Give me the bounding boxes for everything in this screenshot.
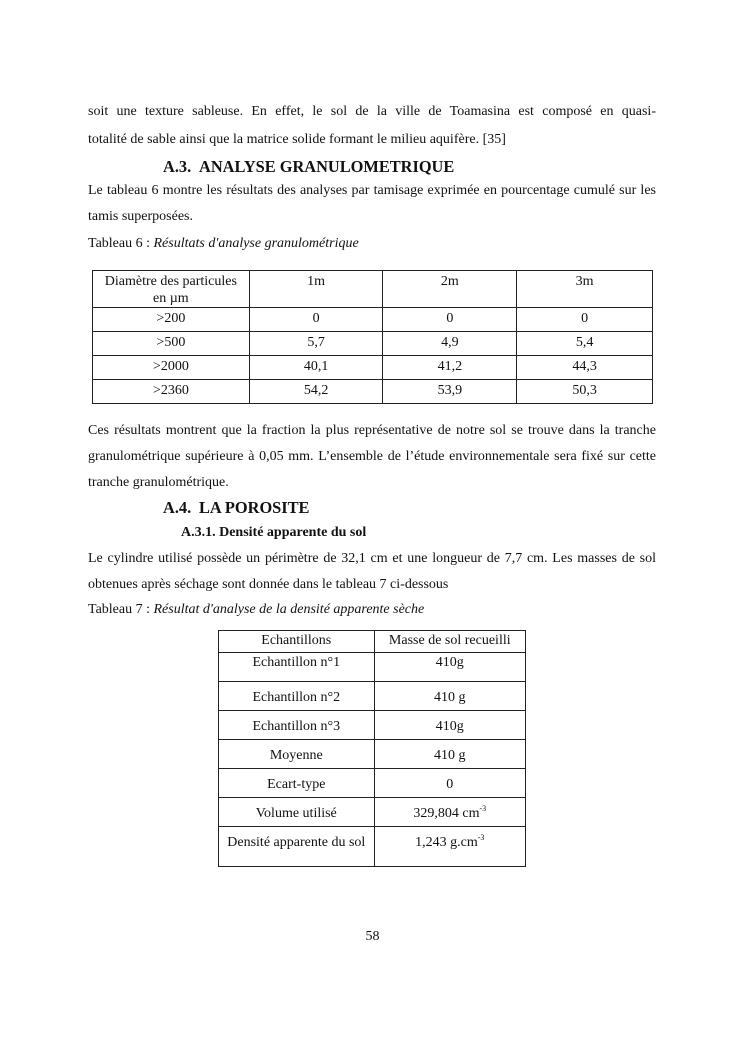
caption-title: Résultats d'analyse granulométrique [153, 236, 359, 251]
table-cell: 4,9 [383, 332, 517, 356]
table-cell: 410 g [374, 740, 525, 769]
table-cell: Densité apparente du sol [219, 827, 375, 867]
table-cell: >500 [93, 332, 250, 356]
caption-title: Résultat d'analyse de la densité apparente sèche [153, 602, 425, 617]
table-cell: Echantillon n°2 [219, 682, 375, 711]
table-row [219, 798, 526, 827]
table7-caption [88, 600, 424, 620]
table-granulometrie [92, 270, 653, 404]
table-header-row [219, 631, 526, 653]
table-cell: 54,2 [249, 380, 383, 404]
table-row [93, 380, 653, 404]
heading-title: ANALYSE GRANULOMETRIQUE [199, 157, 455, 176]
table-header-cell: Echantillons [219, 631, 375, 653]
volume-exponent: -3 [479, 804, 487, 813]
table6-caption [88, 234, 359, 254]
table-row [93, 356, 653, 380]
table-cell: 0 [249, 308, 383, 332]
table-cell: 50,3 [517, 380, 653, 404]
table-densite-apparente [218, 630, 526, 867]
table-cell: Volume utilisé [219, 798, 375, 827]
density-exponent: -3 [477, 833, 485, 842]
table-cell: 410 g [374, 682, 525, 711]
table-header-cell: Masse de sol recueilli [374, 631, 525, 653]
heading-number: A.4. [163, 498, 192, 517]
table-cell: 5,4 [517, 332, 653, 356]
table-cell [374, 827, 525, 867]
table-header-cell: 3m [517, 271, 653, 308]
table-cell: 0 [517, 308, 653, 332]
table-cell: Echantillon n°3 [219, 711, 375, 740]
paragraph-tableau6-intro: Le tableau 6 montre les résultats des analyses par tamisage exprimée en pourcentage cumulé sur les tamis superposées. [88, 183, 656, 224]
table-header-cell: 1m [249, 271, 383, 308]
table-cell: 53,9 [383, 380, 517, 404]
table-cell: 41,2 [383, 356, 517, 380]
table-row [219, 682, 526, 711]
table-cell: Echantillon n°1 [219, 653, 375, 682]
table-cell: 410g [374, 653, 525, 682]
paragraph-cylindre: Le cylindre utilisé possède un périmètre de 32,1 cm et une longueur de 7,7 cm. Les masses de sol obtenues après séchage sont donnée dans le tableau 7 ci-dessous [88, 551, 656, 592]
table-header-row [93, 271, 653, 308]
table-row [219, 711, 526, 740]
page-number: 58 [365, 929, 380, 944]
table-cell: >2360 [93, 380, 250, 404]
table-cell: >2000 [93, 356, 250, 380]
table-row [219, 653, 526, 682]
table-row [93, 308, 653, 332]
table-cell: 5,7 [249, 332, 383, 356]
paragraph-intro-line2: totalité de sable ainsi que la matrice solide formant le milieu aquifère. [35] [88, 132, 506, 147]
paragraph-resultats: Ces résultats montrent que la fraction la plus représentative de notre sol se trouve dans la tranche granulométrique supérieure à 0,05 mm. L’ensemble de l’étude environnementale sera fixé sur cette tranche granulométrique. [88, 423, 656, 490]
volume-value: 329,804 cm [413, 806, 480, 821]
heading-densite-apparente: A.3.1. Densité apparente du sol [181, 525, 367, 540]
table-cell: Ecart-type [219, 769, 375, 798]
table-row [219, 740, 526, 769]
table-cell: 0 [374, 769, 525, 798]
table-cell: 40,1 [249, 356, 383, 380]
table-cell: >200 [93, 308, 250, 332]
heading-analyse-granulometrique [163, 157, 454, 177]
table-row [219, 769, 526, 798]
heading-title: LA POROSITE [199, 498, 310, 517]
caption-prefix: Tableau 6 : [88, 236, 154, 251]
table-row [219, 827, 526, 867]
table-cell: Moyenne [219, 740, 375, 769]
paragraph-intro-line1: soit une texture sableuse. En effet, le sol de la ville de Toamasina est composé en quasi- [88, 104, 656, 119]
table-cell: 0 [383, 308, 517, 332]
density-value: 1,243 g.cm [415, 835, 478, 850]
heading-number: A.3. [163, 157, 192, 176]
table-header-cell: Diamètre des particules en µm [93, 271, 250, 308]
table-cell [374, 798, 525, 827]
table-row [93, 332, 653, 356]
heading-porosite [163, 498, 309, 518]
caption-prefix: Tableau 7 : [88, 602, 154, 617]
table-cell: 44,3 [517, 356, 653, 380]
table-cell: 410g [374, 711, 525, 740]
table-header-cell: 2m [383, 271, 517, 308]
